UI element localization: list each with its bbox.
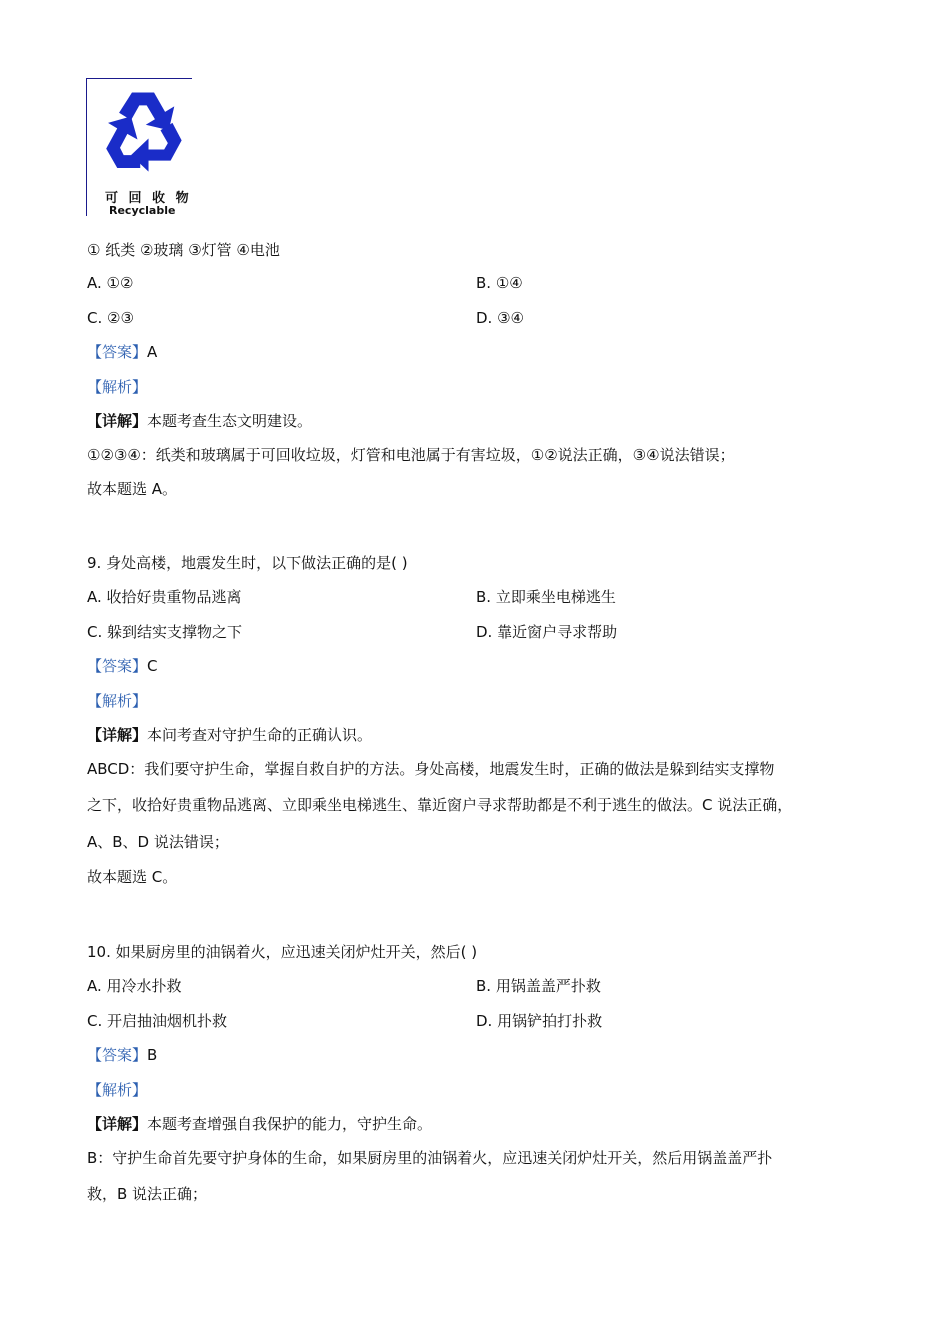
q10-detail	[87, 1114, 432, 1134]
q8-option-b: B. ①④	[476, 274, 523, 292]
q9-answer	[87, 656, 158, 676]
logo-english-label: Recyclable	[109, 204, 176, 217]
q8-option-c: C. ②③	[87, 309, 134, 327]
q9-explanation-line-3: A、B、D 说法错误；	[87, 833, 229, 851]
q8-analysis-tag: 【解析】	[87, 378, 148, 396]
recyclable-logo	[86, 78, 192, 216]
q9-detail	[87, 725, 372, 745]
q10-option-c: C. 开启抽油烟机扑救	[87, 1012, 228, 1030]
q8-items: ① 纸类 ②玻璃 ③灯管 ④电池	[87, 241, 280, 259]
q8-option-d: D. ③④	[476, 309, 524, 327]
detail-text: 本题考查增强自我保护的能力，守护生命。	[147, 1115, 433, 1133]
q9-option-b: B. 立即乘坐电梯逃生	[476, 588, 616, 606]
q10-stem: 10. 如果厨房里的油锅着火，应迅速关闭炉灶开关，然后( )	[87, 943, 478, 961]
q10-analysis-tag: 【解析】	[87, 1081, 148, 1099]
q8-explanation-line-1: ①②③④：纸类和玻璃属于可回收垃圾，灯管和电池属于有害垃圾，①②说法正确，③④说法错误；	[87, 446, 735, 464]
detail-text: 本问考查对守护生命的正确认识。	[147, 726, 373, 744]
answer-tag: 【答案】	[87, 343, 148, 361]
answer-value: C	[147, 657, 158, 675]
q10-explanation-line-2: 救，B 说法正确；	[87, 1185, 208, 1203]
q8-explanation-line-2: 故本题选 A。	[87, 480, 178, 498]
q10-option-b: B. 用锅盖盖严扑救	[476, 977, 601, 995]
detail-text: 本题考查生态文明建设。	[147, 412, 313, 430]
q10-answer	[87, 1045, 157, 1065]
q10-option-d: D. 用锅铲拍打扑救	[476, 1012, 603, 1030]
answer-value: B	[147, 1046, 158, 1064]
q9-option-d: D. 靠近窗户寻求帮助	[476, 623, 618, 641]
q10-option-a: A. 用冷水扑救	[87, 977, 182, 995]
answer-value: A	[147, 343, 158, 361]
q10-explanation-line-1: B：守护生命首先要守护身体的生命，如果厨房里的油锅着火，应迅速关闭炉灶开关，然后用锅盖盖严扑	[87, 1149, 773, 1167]
detail-tag: 【详解】	[87, 1115, 148, 1133]
q8-answer	[87, 342, 157, 362]
q8-detail	[87, 411, 312, 431]
q9-option-a: A. 收拾好贵重物品逃离	[87, 588, 242, 606]
q9-analysis-tag: 【解析】	[87, 692, 148, 710]
detail-tag: 【详解】	[87, 412, 148, 430]
q9-explanation-line-1: ABCD：我们要守护生命，掌握自救自护的方法。身处高楼，地震发生时，正确的做法是躲到结实支撑物	[87, 760, 775, 778]
q9-explanation-line-4: 故本题选 C。	[87, 868, 178, 886]
q9-explanation-line-2: 之下，收拾好贵重物品逃离、立即乘坐电梯逃生、靠近窗户寻求帮助都是不利于逃生的做法。C 说法正确，	[87, 796, 793, 814]
answer-tag: 【答案】	[87, 1046, 148, 1064]
detail-tag: 【详解】	[87, 726, 148, 744]
q9-option-c: C. 躲到结实支撑物之下	[87, 623, 243, 641]
recycle-icon	[97, 87, 189, 179]
logo-chinese-label: 可 回 收 物	[105, 191, 192, 206]
answer-tag: 【答案】	[87, 657, 148, 675]
q8-option-a: A. ①②	[87, 274, 134, 292]
q9-stem: 9. 身处高楼，地震发生时，以下做法正确的是( )	[87, 554, 408, 572]
